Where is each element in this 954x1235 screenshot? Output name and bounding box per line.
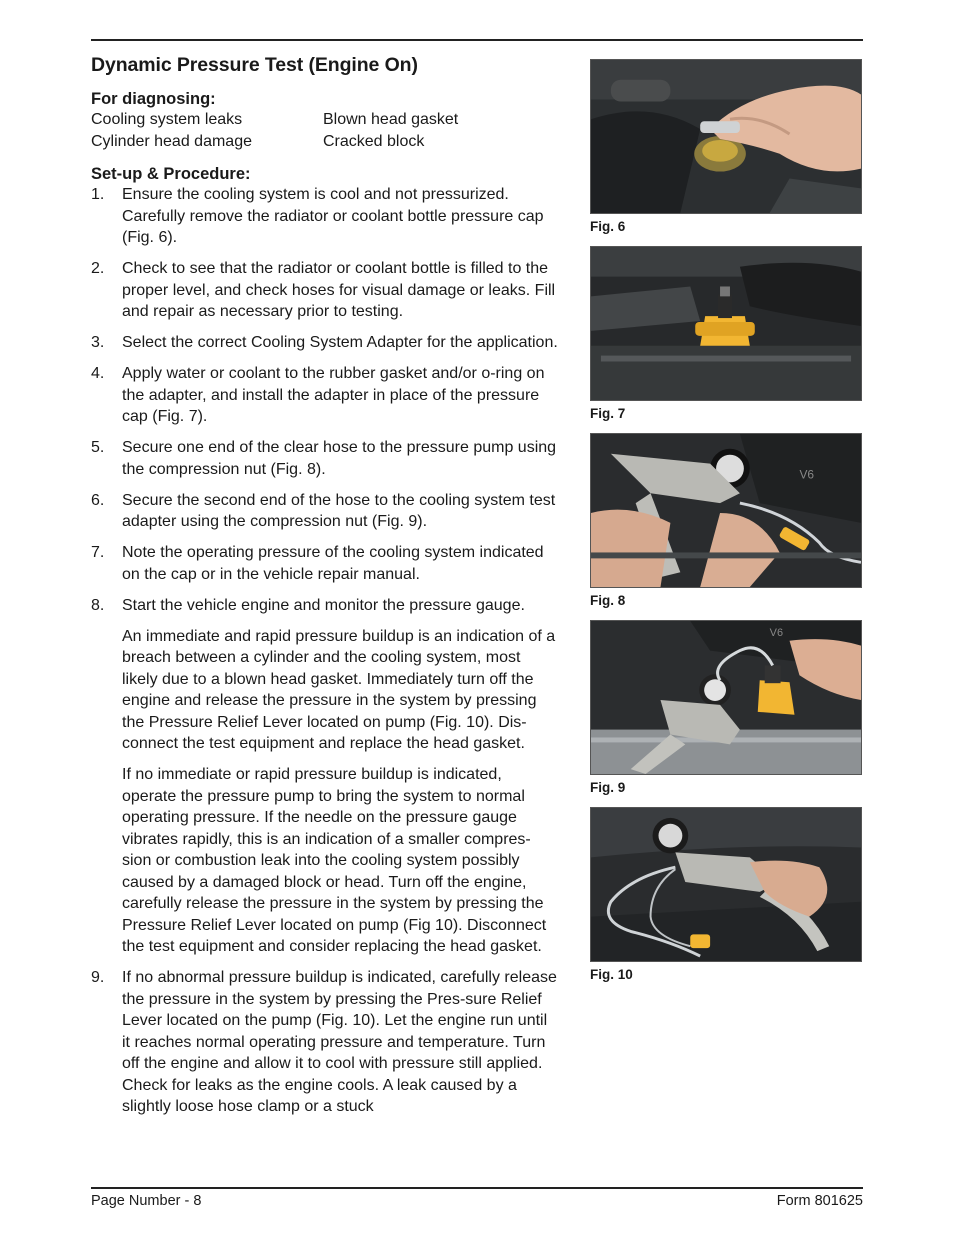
step-number: 5. — [91, 439, 105, 456]
step-body — [122, 595, 559, 958]
step-body — [122, 363, 559, 428]
step-number: 3. — [91, 334, 105, 351]
top-rule — [91, 39, 863, 41]
hose-to-adapter-photo — [590, 620, 862, 775]
figure-7 — [590, 246, 863, 420]
diagnosing-list — [91, 109, 559, 152]
step-paragraph: Apply water or coolant to the rubber gasket and/or o-ring on the adapter, and install the adapter in place of the pressure cap (Fig. 7). — [122, 365, 545, 425]
step-body — [122, 967, 559, 1118]
figure-9-caption: Fig. 9 — [590, 780, 626, 795]
figure-6 — [590, 59, 863, 233]
step-paragraph: Note the operating pressure of the cooling system indicated on the cap or in the vehicle repair manual. — [122, 544, 544, 583]
step-number: 4. — [91, 365, 105, 382]
adapter-installed-photo — [590, 246, 862, 401]
figure-9 — [590, 620, 863, 794]
svg-text:V6: V6 — [769, 626, 784, 639]
page-footer — [91, 1193, 863, 1209]
procedure-step — [91, 967, 559, 1118]
figure-10 — [590, 807, 863, 981]
figure-7-caption: Fig. 7 — [590, 406, 626, 421]
step-paragraph: If no abnormal pressure buildup is indicated, carefully release the pressure in the system by pressing the Pres-sure Relief Lever located on the pump (Fig. 10). Let the engine run until it reaches normal operating pressure and temperature. Turn off the engine and allow it to cool with pressure still applied. Check for leaks as the engine cools. A leak caused by a slightly loose hose clamp or a stuck — [122, 969, 557, 1115]
figure-8-caption: Fig. 8 — [590, 593, 626, 608]
step-number: 1. — [91, 186, 105, 203]
page-number: Page Number - 8 — [91, 1193, 202, 1209]
procedure-heading: Set-up & Procedure: — [91, 165, 251, 183]
procedure-steps — [91, 184, 559, 1118]
diagnosing-item: Blown head gasket — [323, 111, 459, 128]
bottom-rule — [91, 1187, 863, 1189]
step-body — [122, 437, 559, 480]
step-paragraph: Secure the second end of the hose to the cooling system test adapter using the compression nut (Fig. 9). — [122, 491, 556, 530]
step-paragraph: Secure one end of the clear hose to the pressure pump using the compression nut (Fig. 8). — [122, 439, 557, 478]
page-title: Dynamic Pressure Test (Engine On) — [91, 54, 418, 76]
step-paragraph: An immediate and rapid pressure buildup is an indication of a breach between a cylinder and the cooling system, most likely due to a blown head gasket. Immediately turn off the engine and release the pressure in the system by pressing the Pressure Relief Lever located on pump (Fig. 10). Dis-connect the test equipment and replace the head gasket. — [122, 627, 556, 752]
step-body — [122, 184, 559, 249]
procedure-step — [91, 542, 559, 585]
hose-to-pump-photo — [590, 433, 862, 588]
figure-10-caption: Fig. 10 — [590, 967, 633, 982]
procedure-step — [91, 332, 559, 354]
figure-6-caption: Fig. 6 — [590, 219, 626, 234]
main-column — [91, 54, 559, 1127]
step-number: 8. — [91, 596, 105, 614]
form-number: Form 801625 — [776, 1193, 863, 1209]
step-paragraph: Ensure the cooling system is cool and not pressurized. Carefully remove the radiator or coolant bottle pressure cap (Fig. 6). — [122, 186, 544, 246]
step-number: 7. — [91, 544, 105, 561]
svg-text:V6: V6 — [799, 467, 815, 482]
procedure-step — [91, 490, 559, 533]
procedure-step — [91, 363, 559, 428]
step-paragraph: Start the vehicle engine and monitor the pressure gauge. — [122, 596, 525, 614]
step-paragraph: Select the correct Cooling System Adapter for the application. — [122, 334, 558, 351]
procedure-step — [91, 184, 559, 249]
procedure-step — [91, 258, 559, 323]
step-body — [122, 542, 559, 585]
procedure-section — [91, 165, 559, 1118]
step-number: 9. — [91, 969, 105, 986]
diagnosing-item: Cooling system leaks — [91, 111, 243, 128]
figure-column — [590, 59, 863, 994]
step-number: 6. — [91, 491, 105, 509]
step-number: 2. — [91, 260, 105, 277]
step-paragraph: If no immediate or rapid pressure buildup is indicated, operate the pressure pump to bring the system to normal operating pressure. If the needle on the pressure gauge vibrates rapidly, this is an indication of a smaller compres-sion or combustion leak into the cooling system possibly caused by a damaged block or head. Turn off the engine, carefully release the pressure in the system by pressing the Pressure Relief Lever located on pump (Fig 10). Disconnect the test equipment and consider replacing the head gasket. — [122, 766, 547, 955]
step-body — [122, 332, 558, 354]
diagnosing-heading: For diagnosing: — [91, 90, 216, 108]
pressure-pump-photo — [590, 807, 862, 962]
step-paragraph: Check to see that the radiator or coolant bottle is filled to the proper level, and check hoses for visual damage or leaks. Fill and repair as necessary prior to testing. — [122, 260, 556, 320]
figure-8 — [590, 433, 863, 607]
radiator-cap-removal-photo — [590, 59, 862, 214]
step-body — [122, 258, 559, 323]
diagnosing-item: Cracked block — [323, 132, 425, 150]
diagnosing-item: Cylinder head damage — [91, 132, 252, 150]
step-body — [122, 490, 559, 533]
procedure-step — [91, 595, 559, 958]
procedure-step — [91, 437, 559, 480]
diagnosing-section — [91, 90, 559, 152]
